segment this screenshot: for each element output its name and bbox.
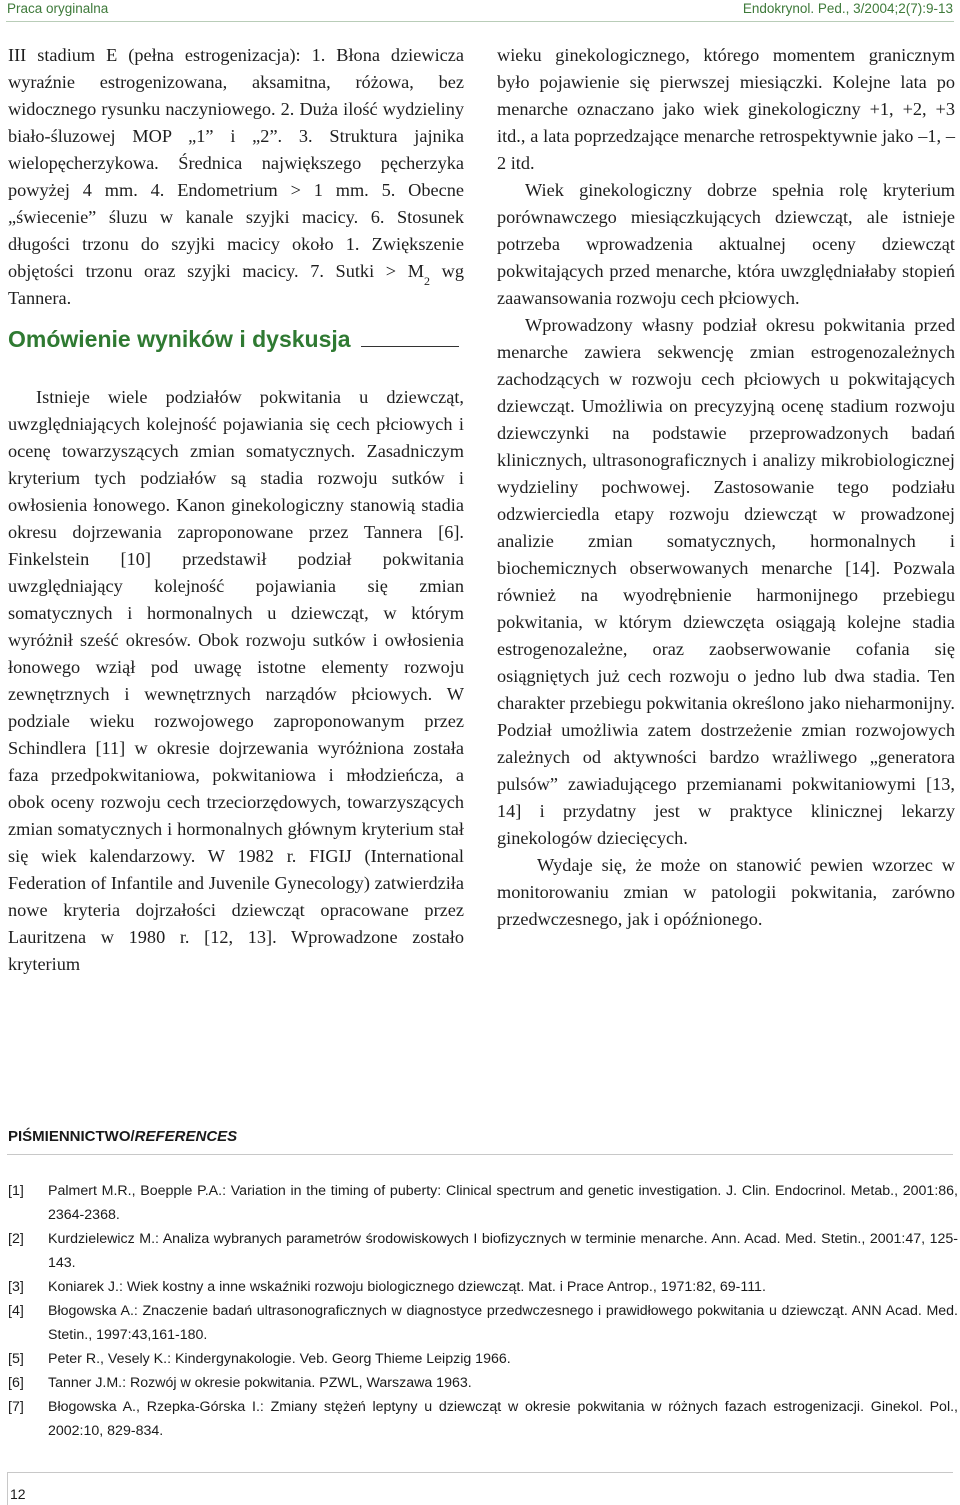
discussion-paragraph: Istnieje wiele podziałów pokwitania u dziewcząt, uwzględniających kolejność pojawiania się cech płciowych i ocenę towarzyszących zmian somatycznych. Zasadniczym kryterium tych podziałów są stadia rozwoju sutków i owłosienia łonowego. Kanon ginekologiczny stanowią stadia okresu dojrzewania zaproponowane przez Tannera [6]. Finkelstein [10] przedstawił podział pokwitania uwzględniający kolejność pojawiania się zmian somatycznych i hormonalnych u dziewcząt, w którym wyróżnił sześć okresów. Obok rozwoju sutków i owłosienia łonowego wziął pod uwagę istotne elementy rozwoju zewnętrznych i wewnętrznych narządów płciowych. W podziale wieku rozwojowego zaproponowanym przez Schindlera [11] w okresie dojrzewania wyróżniona została faza przedpokwitaniowa, pokwitaniowa i młodzieńcza, a obok oceny rozwoju cech trzeciorzędowych, towarzyszących zmian somatycznych i hormonalnych głównym kryterium stał się wiek kalendarzowy. W 1982 r. FIGIJ (International Federation of Infantile and Juvenile Gynecology) zatwierdziła nowe kryteria dojrzałości dziewcząt opracowane przez Lauritzena w 1980 r. [12, 13]. Wprowadzone zostało kryterium: [8, 387, 464, 974]
reference-number: [5]: [8, 1351, 24, 1367]
paragraph-conclusion: Wydaje się, że może on stanowić pewien wzorzec w monitorowaniu zmian w patologii pokwitania, zarówno przedwczesnego, jak i opóźnionego.: [497, 855, 955, 929]
reference-text: Błogowska A., Rzepka-Górska I.: Zmiany stężeń leptyny u dziewcząt w okresie pokwitania w różnych fazach estrogenizacji. Ginekol. Pol., 2002:10, 829-834.: [48, 1399, 958, 1439]
reference-number: [6]: [8, 1375, 24, 1391]
page-number: 12: [10, 1486, 26, 1502]
reference-item: [8, 1299, 958, 1347]
footer-divider: [7, 1472, 953, 1473]
reference-item: [8, 1227, 958, 1275]
references-divider: [7, 1154, 953, 1155]
running-header-left: Praca oryginalna: [7, 1, 109, 16]
reference-text: Palmert M.R., Boepple P.A.: Variation in the timing of puberty: Clinical spectrum and genetic investigation. J. Clin. Endocrinol. Metab., 2001:86, 2364-2368.: [48, 1183, 958, 1223]
reference-number: [4]: [8, 1303, 24, 1319]
stage-description-paragraph: [8, 42, 464, 312]
reference-number: [3]: [8, 1279, 24, 1295]
running-header-right: Endokrynol. Ped., 3/2004;2(7):9-13: [742, 1, 953, 16]
section-heading: [8, 325, 464, 353]
reference-item: [8, 1347, 958, 1371]
reference-number: [1]: [8, 1183, 24, 1199]
references-title-italic: REFERENCES: [134, 1128, 238, 1145]
reference-text: Peter R., Vesely K.: Kindergynakologie. Veb. Georg Thieme Leipzig 1966.: [48, 1351, 511, 1367]
reference-text: Kurdzielewicz M.: Analiza wybranych parametrów środowiskowych I biofizycznych w terminie menarche. Ann. Acad. Med. Stetin., 2001:47, 125-143.: [48, 1231, 958, 1271]
paragraph-gynecological-age: wieku ginekologicznego, którego momentem granicznym było pojawienie się pierwszej miesiączki. Kolejne lata po menarche oznaczano jako wiek ginekologiczny +1, +2, +3 itd., a lata poprzedzające menarche retrospektywnie jako –1, –2 itd.: [497, 45, 955, 173]
subscript: 2: [424, 274, 430, 288]
header-divider: [6, 21, 954, 22]
references-title: [8, 1128, 237, 1145]
reference-number: [7]: [8, 1399, 24, 1415]
paragraph-own-classification: Wprowadzony własny podział okresu pokwitania przed menarche zawiera sekwencję zmian estrogenozależnych zachodzących w rozwoju cech płciowych u pokwitających dziewcząt. Umożliwia on precyzyjną ocenę stadium rozwoju dziewczynki na podstawie przeprowadzonych badań klinicznych, ultrasonograficznych i analizy mikrobiologicznej wydzieliny pochwowej. Zastosowanie tego podziału odzwierciedla etapy rozwoju dziewcząt w prowadzonej analizie zmian somatycznych, hormonalnych i biochemicznych obserwowanych menarche [14]. Pozwala również na wyodrębnienie harmonijnego przebiegu pokwitania, w którym dziewczęta osiągają kolejne stadia estrogenozależne, oraz zaobserwowanie cofania się osiągniętych już cech rozwoju o jedno lub dwa stadia. Ten charakter przebiegu pokwitania określono jako nieharmonijny. Podział umożliwia zatem dostrzeżenie zmian rozwojowych zależnych od aktywności bardzo wrażliwego „generatora pulsów” zawiadującego przemianami pokwitaniowymi [13, 14] i przydatny jest w praktyce klinicznej lekarzy ginekologów dziecięcych.: [497, 315, 955, 848]
reference-item: [8, 1371, 958, 1395]
reference-item: [8, 1179, 958, 1227]
reference-item: [8, 1395, 958, 1443]
reference-text: Błogowska A.: Znaczenie badań ultrasonograficznych w diagnostyce przedwczesnego i prawidłowego pokwitania u dziewcząt. ANN Acad. Med. Stetin., 1997:43,161-180.: [48, 1303, 958, 1343]
reference-item: [8, 1275, 958, 1299]
heading-rule: [361, 346, 459, 348]
reference-text: Koniarek J.: Wiek kostny a inne wskaźniki rozwoju biologicznego dziewcząt. Mat. i Prace Antrop., 1971:82, 69-111.: [48, 1279, 766, 1295]
right-column: [497, 42, 955, 933]
references-title-main: PIŚMIENNICTWO/: [8, 1128, 135, 1145]
section-heading-text: Omówienie wyników i dyskusja: [8, 326, 351, 352]
reference-number: [2]: [8, 1231, 24, 1247]
left-column: [8, 42, 464, 978]
references-list: [8, 1179, 958, 1443]
stage-text-end: wg Tannera.: [8, 261, 464, 308]
reference-text: Tanner J.M.: Rozwój w okresie pokwitania. PZWL, Warszawa 1963.: [48, 1375, 472, 1391]
stage-text: III stadium E (pełna estrogenizacja): 1. Błona dziewicza wyraźnie estrogenizowana, aksamitna, różowa, bez widocznego rysunku naczyniowego. 2. Duża ilość wydzieliny biało-śluzowej MOP „1” i „2”. 3. Struktura jajnika wielopęcherzykowa. Średnica największego pęcherzyka powyżej 4 mm. 4. Endometrium > 1 mm. 5. Obecne „świecenie” śluzu w kanale szyjki macicy. 6. Stosunek długości trzonu do szyjki macicy około 1. Zwiększenie objętości trzonu oraz szyjki macicy. 7. Sutki > M: [8, 45, 464, 281]
footer-tick: [7, 1472, 8, 1505]
paragraph-comparative-criterion: Wiek ginekologiczny dobrze spełnia rolę kryterium porównawczego miesiączkujących dziewcząt, ale istnieje potrzeba wprowadzenia aktualnej oceny dziewcząt pokwitających przed menarche, która uwzględniałaby stopień zaawansowania rozwoju cech płciowych.: [497, 180, 955, 308]
